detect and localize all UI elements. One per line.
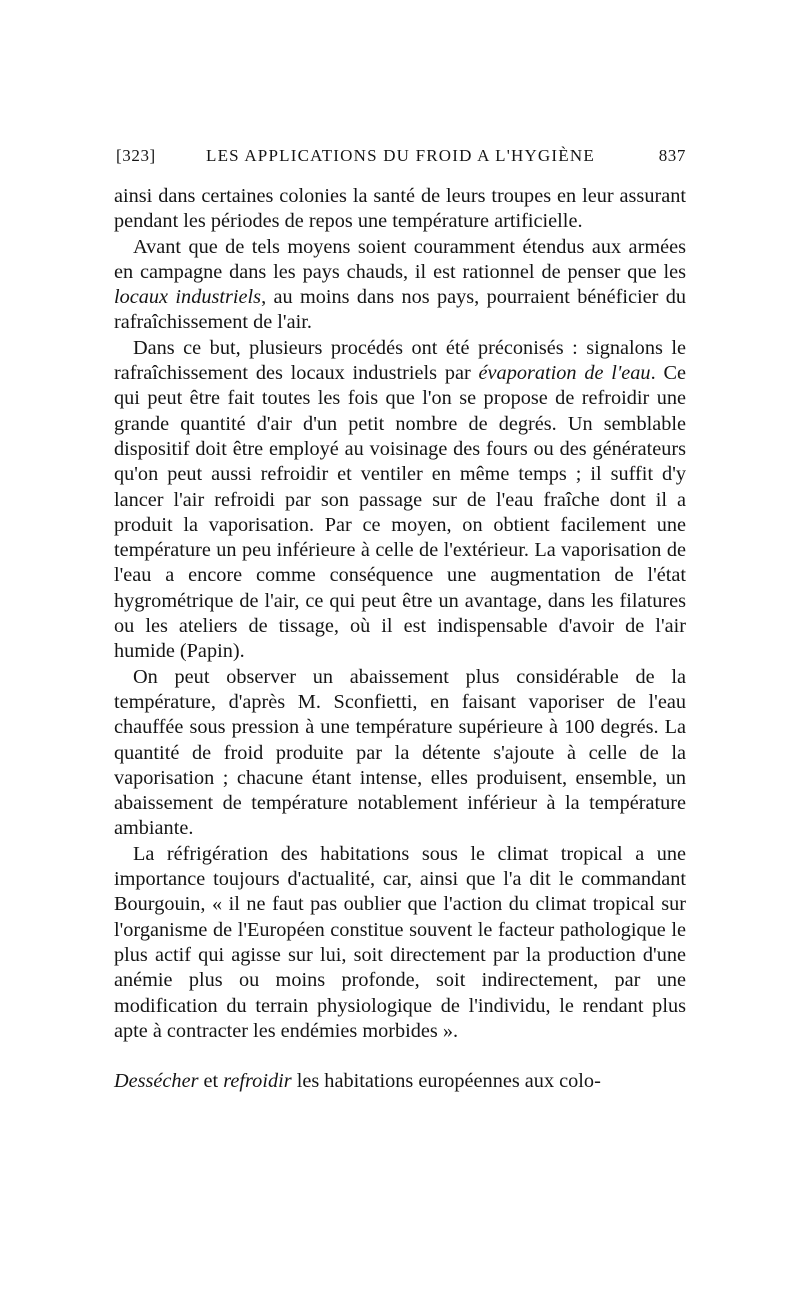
page-reference: [323] [116, 146, 156, 165]
italic-segment: locaux industriels [114, 286, 262, 309]
text-segment: et [198, 1070, 224, 1093]
book-page [114, 140, 686, 1094]
paragraph-continuation [114, 184, 686, 235]
text-segment: Avant que de tels moyens soient couramment étendus aux armées en campagne dans les pays chauds, il est rationnel de penser que les [114, 235, 686, 283]
text-segment: ainsi dans certaines colonies la santé de leurs troupes en leur assurant pendant les périodes de repos une température artificielle. [114, 185, 686, 233]
page-number: 837 [658, 146, 686, 165]
text-segment: La réfrigération des habitations sous le climat tropical a une importance toujours d'actualité, car, ainsi que l'a dit le commandant Bourgouin, « il ne faut pas oublier que l'action du climat tropical sur l'organisme de l'Européen constitue souvent le facteur pathologique le plus actif qui agisse sur lui, soit directement par la production d'une anémie plus ou moins profonde, soit indirectement, par une modification du terrain physiologique de l'individu, le rendant plus apte à contracter les endémies morbides ». [114, 842, 686, 1042]
text-segment: , au moins dans nos pays, pourraient bénéficier du rafraîchissement de l'air. [114, 286, 686, 334]
italic-segment: Dessécher [114, 1070, 199, 1093]
text-segment: On peut observer un abaissement plus considérable de la température, d'après M. Sconfietti, en faisant vaporiser de l'eau chauffée sous pression à une température supérieure à 100 degrés. La quantité de froid produite par la détente s'ajoute à celle de la vaporisation ; chacune étant intense, elles produisent, ensemble, un abaissement de température notablement inférieur à la température ambiante. [114, 665, 686, 840]
running-title: LES APPLICATIONS DU FROID A L'HYGIÈNE [206, 146, 595, 165]
paragraph [114, 1069, 686, 1094]
body-text [114, 184, 686, 1094]
paragraph [114, 336, 686, 665]
italic-segment: refroidir [223, 1070, 292, 1093]
paragraph [114, 842, 686, 1044]
italic-segment: évaporation de l'eau [478, 362, 651, 385]
running-header [114, 140, 686, 170]
paragraph [114, 235, 686, 336]
text-segment: les habitations européennes aux colo- [291, 1070, 601, 1093]
paragraph [114, 665, 686, 842]
text-segment: Dans ce but, plusieurs procédés ont été préconisés : signalons le rafraîchissement des locaux industriels par [114, 336, 686, 385]
text-segment: . Ce qui peut être fait toutes les fois que l'on se propose de refroidir une grande quantité d'air d'un petit nombre de degrés. Un semblable dispositif doit être employé au voisinage des fours ou des générateurs qu'on peut aussi refroidir et ventiler en même temps ; il suffit d'y lancer l'air refroidi par son passage sur de l'eau fraîche dont il a produit la vaporisation. Par ce moyen, on obtient facilement une température un peu inférieure à celle de l'extérieur. La vaporisation de l'eau a encore comme conséquence une augmentation de l'état hygrométrique de l'air, ce qui peut être un avantage, dans les filatures ou les ateliers de tissage, où il est indispensable d'avoir de l'air humide (Papin). [114, 362, 686, 663]
